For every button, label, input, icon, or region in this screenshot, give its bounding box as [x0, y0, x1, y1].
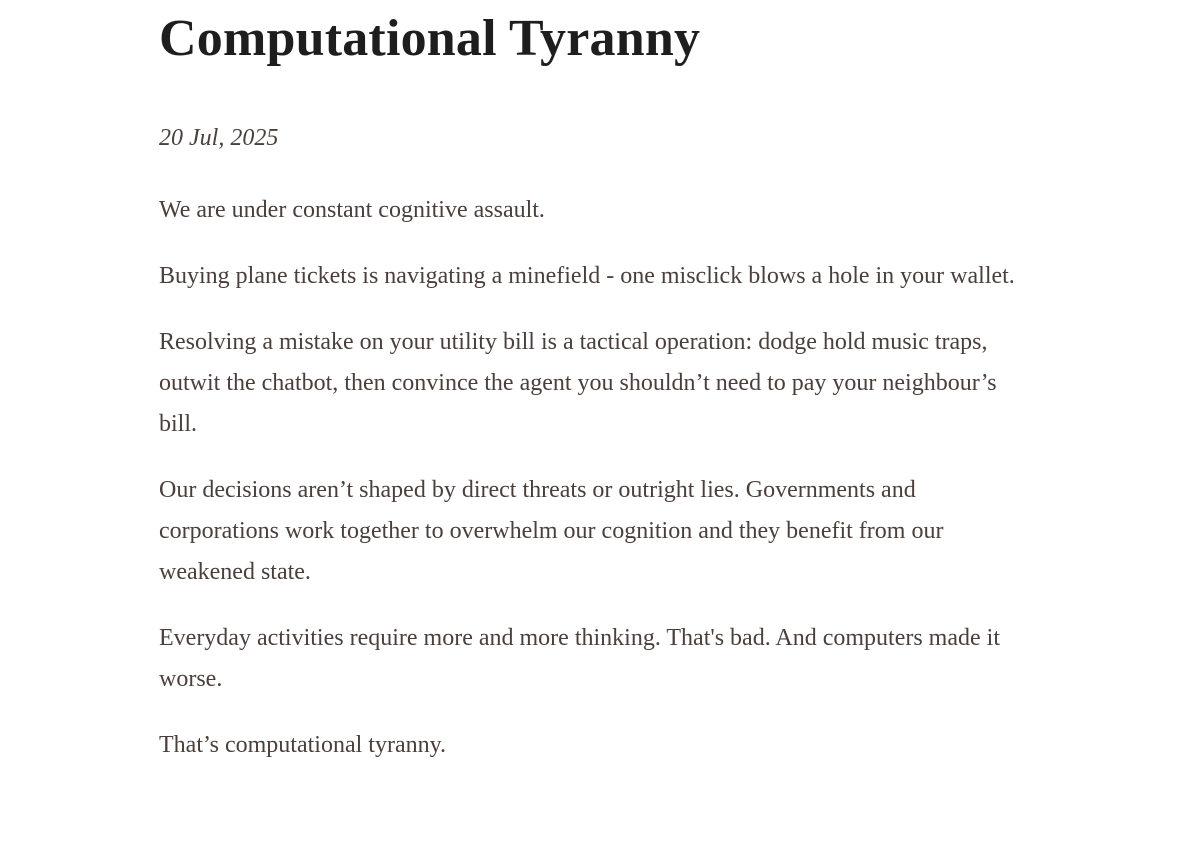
- page-title: Computational Tyranny: [159, 10, 701, 67]
- paragraph-1: We are under constant cognitive assault.: [159, 197, 545, 223]
- article: [159, 0, 1039, 766]
- paragraph-2: Buying plane tickets is navigating a minefield - one misclick blows a hole in your wallet.: [159, 263, 1015, 289]
- paragraph-4: Our decisions aren’t shaped by direct threats or outright lies. Governments and corporations work together to overwhelm our cognition and they benefit from our weakened state.: [159, 477, 944, 585]
- post-date: 20 Jul, 2025: [159, 125, 279, 151]
- paragraph-5: Everyday activities require more and more thinking. That's bad. And computers made it worse.: [159, 625, 1000, 692]
- paragraph-6: That’s computational tyranny.: [159, 732, 447, 758]
- paragraph-3: Resolving a mistake on your utility bill is a tactical operation: dodge hold music traps, outwit the chatbot, then convince the agent you shouldn’t need to pay your neighbour’s bill.: [159, 329, 997, 437]
